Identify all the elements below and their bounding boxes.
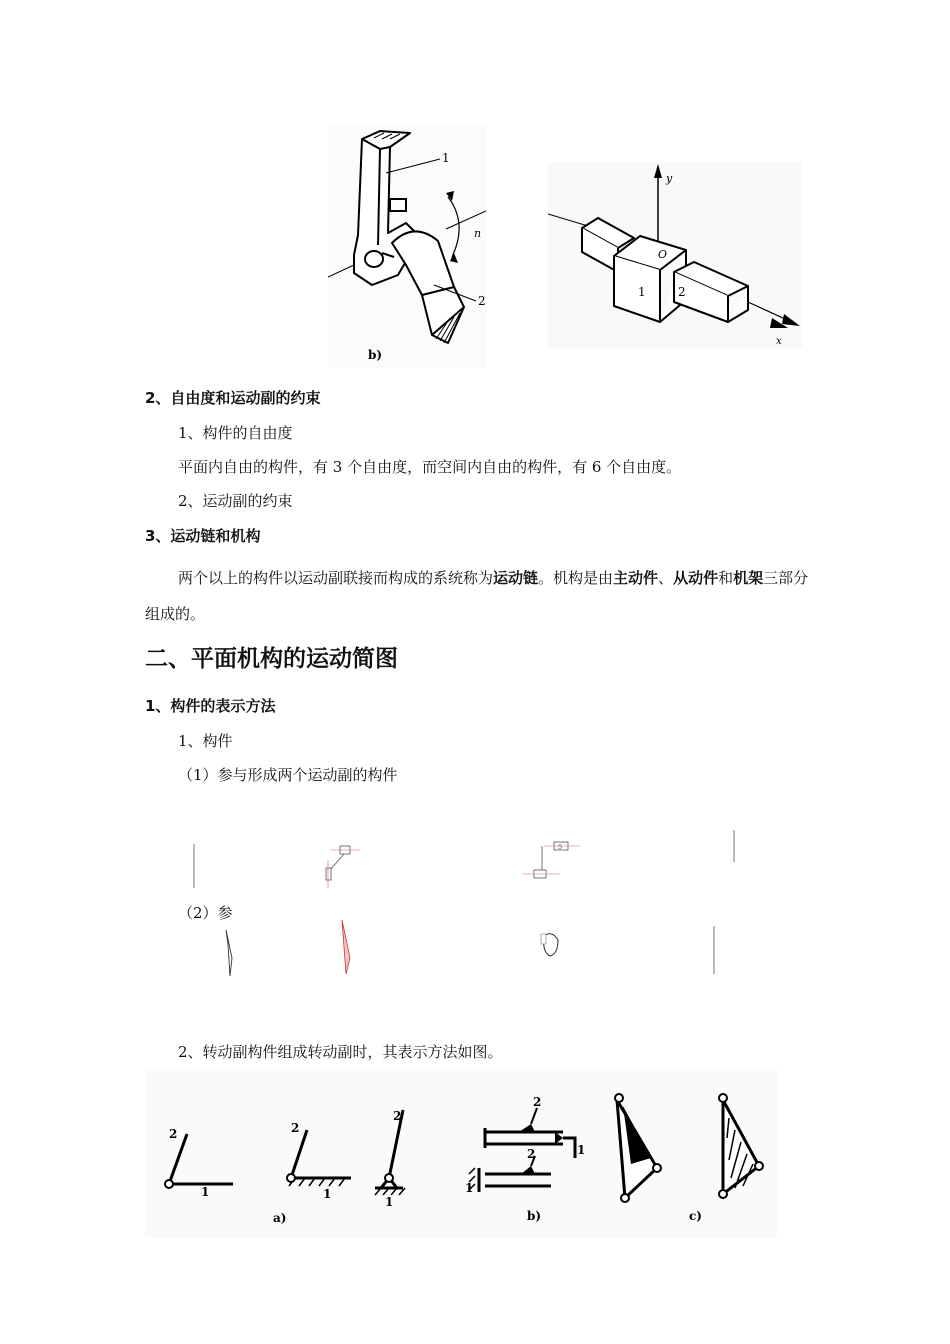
para-text: 。机构是由: [538, 569, 614, 587]
figure-revolute-representations: [145, 1068, 777, 1238]
fig-a3-label-1: 1: [385, 1195, 394, 1209]
caption-b: b): [368, 348, 383, 362]
item-1-1: （1）参与形成两个运动副的构件: [178, 766, 398, 784]
caption-b: b): [527, 1209, 542, 1223]
keyword-driving-member: 主动件: [613, 569, 659, 587]
keyword-frame: 机架: [733, 569, 764, 587]
caption-a: a): [273, 1211, 287, 1225]
member-symbols-row-2: [180, 918, 760, 982]
section-3-paragraph: [145, 560, 810, 632]
label-bar-2: 2: [678, 285, 686, 299]
fig-b-label-2-bottom: 2: [527, 1147, 536, 1161]
caption-c: c): [689, 1209, 702, 1223]
para-text: 、: [658, 569, 674, 587]
figure-prismatic-pair: [548, 162, 802, 348]
item-1-2: （2）参: [178, 904, 233, 922]
item-2: 2、转动副构件组成转动副时，其表示方法如图。: [178, 1043, 503, 1061]
origin-label: O: [658, 248, 668, 261]
subsection-1-heading: 1、构件的表示方法: [145, 697, 276, 715]
fig-a2-label-1: 1: [323, 1187, 332, 1201]
section-3-heading: 3、运动链和机构: [145, 527, 261, 545]
para-text: 和: [718, 569, 734, 587]
section-2-sub-1: 1、构件的自由度: [178, 424, 293, 442]
label-rotation-n: n: [474, 227, 482, 240]
para-text: 三部分组成的。: [145, 569, 809, 623]
label-part-2: 2: [478, 294, 486, 308]
small-fig-label: S: [558, 844, 563, 851]
para-text: 两个以上的构件以运动副联接而构成的系统称为: [178, 569, 494, 587]
chapter-2-heading: 二、平面机构的运动简图: [145, 646, 398, 672]
fig-a1-label-1: 1: [201, 1185, 210, 1199]
fig-a2-label-2: 2: [291, 1121, 300, 1135]
fig-b-label-2-top: 2: [533, 1095, 542, 1109]
fig-b-label-1-left: 1: [465, 1181, 474, 1195]
section-2-paragraph: 平面内自由的构件，有 3 个自由度，而空间内自由的构件，有 6 个自由度。: [178, 458, 682, 476]
fig-a3-label-2: 2: [393, 1109, 402, 1123]
fig-a1-label-2: 2: [169, 1127, 178, 1141]
item-1: 1、构件: [178, 732, 233, 750]
fig-b-label-1-right: 1: [577, 1143, 586, 1157]
member-symbols-row-1: [180, 822, 760, 894]
section-2-heading: 2、自由度和运动副的约束: [145, 389, 321, 407]
section-2-sub-2: 2、运动副的约束: [178, 492, 293, 510]
figure-revolute-pair: [328, 125, 486, 368]
keyword-driven-member: 从动件: [673, 569, 719, 587]
keyword-kinematic-chain: 运动链: [493, 569, 539, 587]
axis-y-label: y: [666, 172, 673, 185]
axis-x-label: x: [776, 336, 782, 347]
label-block-1: 1: [638, 285, 646, 299]
label-part-1: 1: [442, 151, 450, 165]
